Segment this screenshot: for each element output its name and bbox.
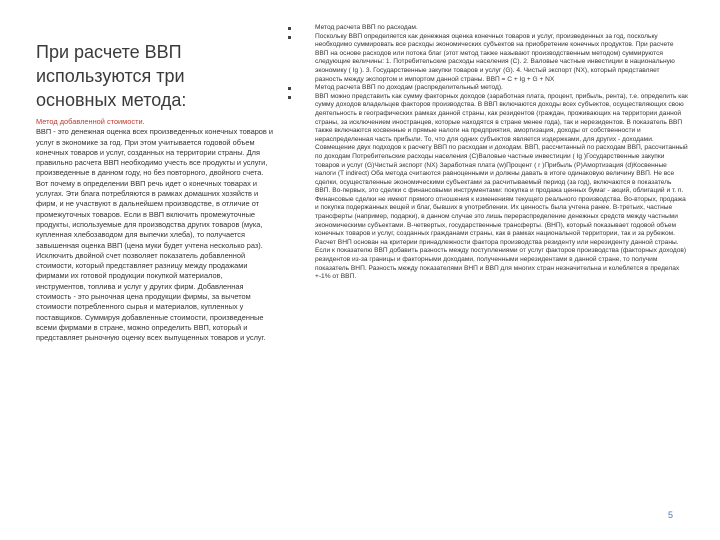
bullet-item xyxy=(288,24,688,33)
slide-title: При расчете ВВП используются три основных метода: xyxy=(36,42,187,110)
bullet-item xyxy=(288,33,688,85)
bullet-item xyxy=(288,93,688,282)
bullet-item xyxy=(288,84,688,93)
bullet-marker-icon xyxy=(288,36,291,39)
method-description: ВВП - это денежная оценка всех произведенных конечных товаров и услуг в экономике за год. При этом учитывается годовой объем конечных товаров и услуг, созданных на территории страны. Для правильно расчета ВВП необходимо учесть все продукты и услуги, произведенные в данном году, но без повторного, двойного счета. Вот почему в определении ВВП речь идет о конечных товарах и услугах. Эти блага потребляются в рамках домашних хозяйств и фирм, и не участвуют в дальнейшем производстве, в отличие от промежуточных товаров. Если в ВВП включить промежуточные продукты, используемые для производства других товаров (мука, купленная хлебозаводом для выпечки хлеба), то получается завышенная оценка ВВП (цена муки будет учтена несколько раз). Исключить двойной счет позволяет показатель добавленной стоимости, который представляет разницу между продажами фирмами их готовой продукции покупкой материалов, инструментов, топлива и услуг у других фирм. Добавленная стоимость - это рыночная цена продукции фирмы, за вычетом стоимости потребленного сырья и материалов, купленных у поставщиков. Суммируя добавленные стоимости, произведенные всеми фирмами в стране, можно определить ВВП, который и представляет рыночную оценку всех выпущенных товаров и услуг. xyxy=(36,127,274,343)
bullet-text: ВВП можно представить как сумму факторных доходов (заработная плата, процент, прибыль, рента), т.е. определить как сумму доходов владельцев факторов производства. В ВВП включаются доходы всех субъектов, осуществляющих свою деятельность в географических рамках данной страны, как резидентов (граждан, проживающих на территории данной страны, за исключением иностранцев, которые находятся в стране менее года), так и нерезидентов. В показатель ВВП также включаются косвенные и прямые налоги на предприятия, амортизация, доходы от собственности и нераспределенная часть прибыли. То, что для одних субъектов является издержками, для других - доходами. Совмещение двух подходов к расчету ВВП по расходам и доходам. ВВП, рассчитанный по расходам ВВП, рассчитанный по доходам Потребительские расходы населения (С)Валовые частные инвестиции ( Ig )Государственные закупки товаров и услуг (G)Чистый экспорт (NX) Заработная плата (w)Процент ( r )Прибыль (P)Амортизация (d)Косвенные налоги (T indirect) Оба метода считаются равноценными и должны давать в итоге одинаковую величину ВВП. Не все сделки, осуществленные экономическими субъектами за расчитываемый период (за год), включаются в показатель ВВП. Во-первых, это сделки с финансовыми инструментами: покупка и продажа ценных бумаг - акций, облигаций и т. п. Финансовые сделки не имеют прямого отношения к изменениям текущего реального производства. Во-вторых, продажа и покупка подержанных вещей и благ, бывших в употреблении. Их ценность была учтена ранее. В-третьих, частные трансферты (например, подарки), в данном случае это лишь перераспределение денежных средств между частными экономическими субъектами. В-четвертых, государственные трансферты. (ВНП), который показывает годовой объем конечных товаров и услуг, созданных гражданами страны, как в рамках национальной территории, так и за рубежом. Расчет ВНП основан на критерии принадлежности фактора производства резиденту или нерезиденту данной страны. Если к показателю ВВП добавить разность между поступлениями от услуг факторов производства (факторных доходов) резидентов из-за границы и факторными доходами, полученными нерезидентами в данной стране, то получим показатель ВНП. Разность между показателями ВНП и ВВП для многих стран незначительна и колеблется в пределах +-1% от ВВП. xyxy=(315,92,688,281)
bullet-list xyxy=(288,24,688,282)
page-number: 5 xyxy=(668,510,674,520)
bullet-text: Поскольку ВВП определяется как денежная оценка конечных товаров и услуг, произведенных за год, поскольку необходимо суммировать все расходы экономических субъектов на приобретение конечных продуктов. При расчете ВВП на основе расходов или потока благ (этот метод также называют производственным методом) суммируются следующие величины: 1. Потребительские расходы населения (С). 2. Валовые частные инвестиции в национальную экономику ( Ig ). 3. Государственные закупки товаров и услуг (G). 4. Чистый экспорт (NX), который представляет разность между экспортом и импортом данной страны. ВВП = C + Ig + G + NX xyxy=(315,32,675,83)
method-subtitle: Метод добавленной стоимости. xyxy=(36,117,145,126)
bullet-marker-icon xyxy=(288,87,291,90)
bullet-marker-icon xyxy=(288,27,291,30)
bullet-text: Метод расчета ВВП по доходам (распределительный метод). xyxy=(315,84,503,92)
left-text-block xyxy=(36,117,274,344)
bullet-text: Метод расчета ВВП по расходам. xyxy=(315,24,418,31)
bullet-marker-icon xyxy=(288,96,291,99)
